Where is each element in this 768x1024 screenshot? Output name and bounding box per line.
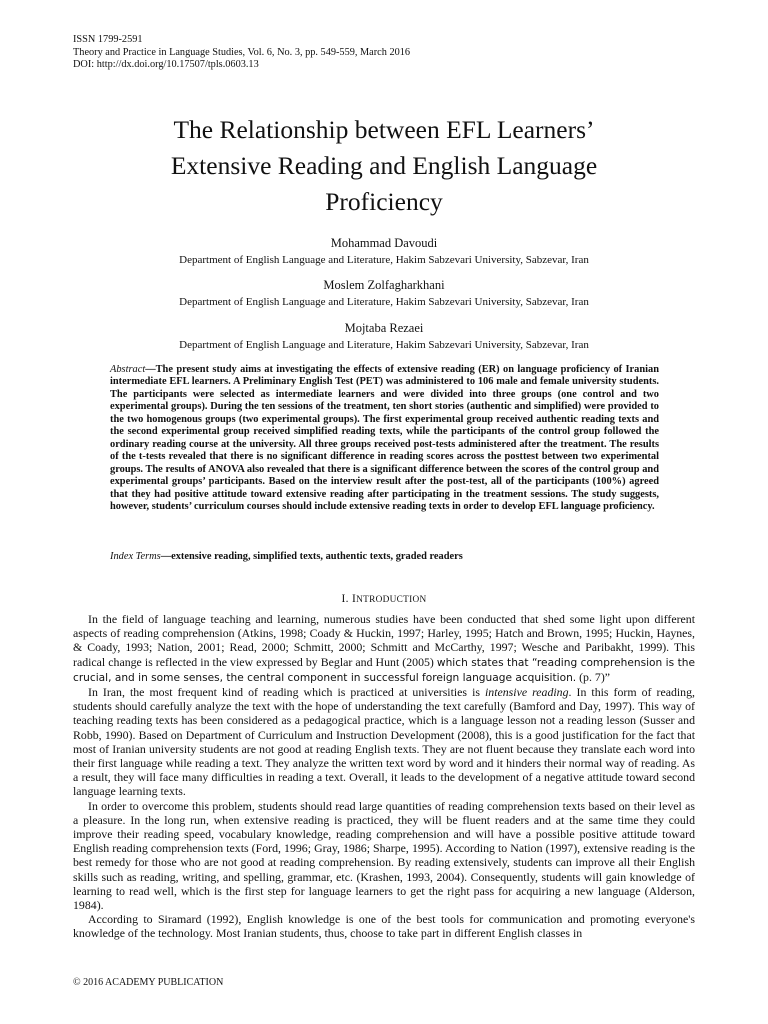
- paragraph-text: In Iran, the most frequent kind of reading which is practiced at universities is: [88, 685, 485, 700]
- journal-meta: [73, 34, 410, 72]
- index-terms-label: Index Terms: [110, 551, 161, 562]
- paragraph: In order to overcome this problem, students should read large quantities of reading comprehension texts based on their level as a pleasure. In the long run, when extensive reading is practiced, they will be fluent readers and at the same time they could improve their reading speed, vocabulary knowledge, reading comprehension and will have a possible positive attitude toward English reading comprehension texts (Ford, 1996; Gray, 1986; Sharpe, 1995). According to Nation (1997), extensive reading is the best remedy for those who are not good at reading comprehension. By reading extensively, students can improve all their English skills such as reading, writing, and spelling, grammar, etc. (Krashen, 1993, 2004). Consequently, students will gain knowledge of learning to read well, which is the first step for language learners to get the right pass for acquiring a new language (Alderson, 1984).: [73, 798, 695, 913]
- section-number: I.: [341, 593, 352, 605]
- paragraph: According to Siramard (1992), English knowledge is one of the best tools for communication and promoting everyone's knowledge of the technology. Most Iranian students, thus, choose to take part in different English classes in: [73, 912, 695, 941]
- doi-link[interactable]: DOI: http://dx.doi.org/10.17507/tpls.0603.13: [73, 59, 259, 70]
- title-line: The Relationship between EFL Learners’: [173, 115, 595, 144]
- paragraph: [73, 685, 695, 799]
- quoted-text: which states that “reading comprehension is the crucial, and in some senses, the central component in successful foreign language acquisition.: [73, 656, 695, 684]
- section-heading-introduction: [0, 592, 768, 607]
- paragraph-text: (p. 7)”: [576, 669, 611, 684]
- section-title-rest: NTRODUCTION: [356, 595, 427, 605]
- abstract: [110, 364, 659, 513]
- author-affiliation: Department of English Language and Literature, Hakim Sabzevari University, Sabzevar, Iran: [179, 254, 589, 266]
- paragraph: [73, 612, 695, 685]
- author-block: [0, 277, 768, 309]
- author-name: Mohammad Davoudi: [330, 236, 438, 250]
- paragraph-text: In the field of language teaching and learning, numerous studies have been conducted that shed some light upon different aspects of reading comprehension (Atkins, 1998; Coady & Huckin, 1997; Harley, 1995; Hatch and Brown, 1995; Huckin, Haynes, & Coady, 1993; Nation, 2001; Read, 2000; Schmitt, 2000; Schmitt and McCarthy, 1997; Wesche and Paribakht, 1999). This radical change is reflected in the view expressed by Beglar and Hunt (2005): [73, 612, 695, 669]
- author-affiliation: Department of English Language and Literature, Hakim Sabzevari University, Sabzevar, Iran: [179, 296, 589, 308]
- title-line: Proficiency: [325, 187, 443, 216]
- footer-copyright: © 2016 ACADEMY PUBLICATION: [73, 977, 224, 988]
- title-line: Extensive Reading and English Language: [170, 151, 598, 180]
- emphasis-text: intensive reading: [485, 685, 569, 700]
- author-name: Moslem Zolfagharkhani: [323, 278, 445, 292]
- author-block: [0, 320, 768, 352]
- index-terms-text: —extensive reading, simplified texts, authentic texts, graded readers: [160, 551, 463, 562]
- abstract-text: —The present study aims at investigating the effects of extensive reading (ER) on language proficiency of Iranian intermediate EFL learners. A Preliminary English Test (PET) was administered to 106 male and female university students. The participants were selected as intermediate learners and were divided into three groups (one control and two experimental groups). During the ten sessions of the treatment, ten short stories (authentic and simplified) were provided to the two homogenous groups (two experimental groups). The first experimental group received authentic reading texts and the second experimental group received simplified reading texts, while the participants of the control group followed the ordinary reading course at the university. All three groups received post-tests administered after the treatment. The results of the t-tests revealed that there is no significant difference in reading scores across the posttest between two experimental groups. The results of ANOVA also revealed that there is a significant difference between the scores of the control group and experimental groups’ participants. Based on the interview result after the post-test, all of the participants (100%) agreed that they had positive attitude toward extensive reading after participating in the treatment sessions. The study suggests, however, students’ curriculum courses should include extensive reading texts in order to develop EFL language proficiency.: [110, 364, 659, 512]
- paper-title: [60, 112, 708, 220]
- author-affiliation: Department of English Language and Literature, Hakim Sabzevari University, Sabzevar, Iran: [179, 339, 589, 351]
- author-name: Mojtaba Rezaei: [344, 321, 424, 335]
- body-text: [73, 612, 695, 941]
- abstract-label: Abstract: [110, 364, 146, 375]
- issn: ISSN 1799-2591: [73, 34, 143, 45]
- section-initial: I: [351, 593, 357, 605]
- journal-citation: Theory and Practice in Language Studies, Vol. 6, No. 3, pp. 549-559, March 2016: [73, 46, 411, 58]
- paragraph-text: . In this form of reading, students should carefully analyze the text with the hope of understanding the text carefully (Bamford and Day, 1997). This way of teaching reading texts has been considered as a pedagogical practice, which is a language lesson not a reading lesson (Susser and Robb, 1990). Based on Department of Curriculum and Instruction Development (2008), this is a good justification for the fact that most of Iranian university students are not good at reading English texts. They are not fluent because they translate each word into their first language while reading a text. They analyze the written text word by word and it hinders their normal way of reading. As a result, they will face many difficulties in reading a text. Overall, it leads to the development of a negative attitude toward second language learning texts.: [73, 685, 695, 799]
- author-block: [0, 235, 768, 267]
- index-terms: [110, 550, 659, 563]
